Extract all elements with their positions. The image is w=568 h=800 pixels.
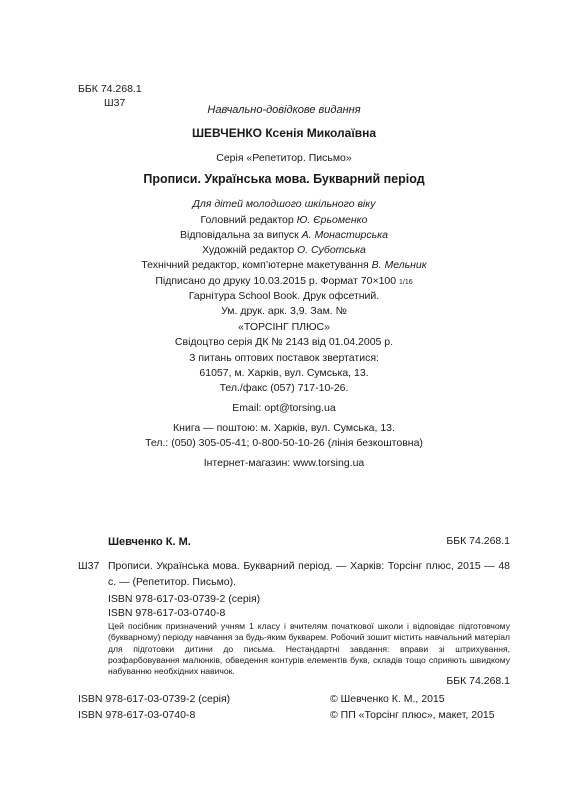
copyright-line: © ПП «Торсінг плюс», макет, 2015 bbox=[330, 709, 495, 721]
card-code: Ш37 bbox=[78, 560, 100, 572]
editor-role: Відповідальна за випуск bbox=[180, 229, 302, 241]
editor-line bbox=[0, 214, 568, 226]
editor-line bbox=[0, 229, 568, 241]
editor-name: В. Мельник bbox=[371, 259, 427, 271]
print-signed-text: Підписано до друку 10.03.2015 р. Формат 70×100 bbox=[155, 275, 400, 287]
wholesale-line: Тел./факс (057) 717-10-26. bbox=[219, 382, 349, 394]
card-isbn: ISBN 978-617-03-0739-2 (серія) bbox=[108, 593, 261, 605]
edition-type: Навчально-довідкове видання bbox=[207, 104, 361, 116]
mail-order-line: Тел.: (050) 305-05-41; 0-800-50-10-26 (лінія безкоштовна) bbox=[145, 437, 423, 449]
editor-name: А. Монастирська bbox=[301, 229, 388, 241]
publisher-cert: Свідоцтво серія ДК № 2143 від 01.04.2005 р. bbox=[174, 336, 394, 348]
footer-bbk: ББК 74.268.1 bbox=[446, 675, 510, 687]
book-title: Прописи. Українська мова. Букварний період bbox=[143, 172, 425, 186]
bbk-code: ББК 74.268.1 bbox=[78, 83, 142, 95]
editor-name: Ю. Єрьоменко bbox=[296, 214, 368, 226]
card-isbn-block bbox=[108, 592, 260, 620]
footer-isbn: ISBN 978-617-03-0739-2 (серія) bbox=[78, 693, 231, 705]
card-isbn: ISBN 978-617-03-0740-8 bbox=[108, 607, 226, 619]
publisher-name: «ТОРСІНГ ПЛЮС» bbox=[238, 321, 330, 333]
format-fraction: 1/16 bbox=[399, 279, 413, 286]
footer-isbn: ISBN 978-617-03-0740-8 bbox=[78, 709, 196, 721]
author-mark: Ш37 bbox=[104, 97, 126, 109]
wholesale-line: З питань оптових поставок звертатися: bbox=[189, 352, 379, 364]
series-name: Серія «Репетитор. Письмо» bbox=[216, 152, 352, 164]
editor-line bbox=[0, 244, 568, 256]
card-author: Шевченко К. М. bbox=[108, 536, 191, 548]
annotation: Цей посібник призначений учням 1 класу і вчителям початкової школи і відповідає підготовчому (букварному) періоду навчання за будь-яким букварем. Робочий зошит містить навчальний матеріал для підготовки дитини до письма. Нестандартні завдання: вправи зі штрихування, розфарбовування малюнків, обведення контурів елементів букв, складів тощо сприяють швидкому набуванню необхідних навичок. bbox=[108, 621, 510, 677]
copyright-line: © Шевченко К. М., 2015 bbox=[330, 693, 445, 705]
author-name: ШЕВЧЕНКО Ксенія Миколаївна bbox=[191, 126, 377, 140]
card-description: Прописи. Українська мова. Букварний період. — Харків: Торсінг плюс, 2015 — 48 с. — (Репетитор. Письмо). bbox=[108, 560, 510, 588]
wholesale-line: 61057, м. Харків, вул. Сумська, 13. bbox=[199, 367, 369, 379]
editor-name: О. Суботська bbox=[296, 244, 366, 256]
editor-line bbox=[0, 259, 568, 271]
editor-role: Технічний редактор, комп’ютерне макетування bbox=[141, 259, 372, 271]
footer-copyright-block bbox=[330, 691, 495, 723]
mail-order-line: Книга — поштою: м. Харків, вул. Сумська, 13. bbox=[173, 422, 395, 434]
print-sheets: Ум. друк. арк. 3,9. Зам. № bbox=[221, 305, 347, 317]
print-font: Гарнітура School Book. Друк офсетний. bbox=[188, 290, 380, 302]
editor-role: Головний редактор bbox=[200, 214, 297, 226]
email-line: Email: opt@torsing.ua bbox=[232, 402, 336, 414]
web-shop: Інтернет-магазин: www.torsing.ua bbox=[203, 457, 365, 469]
footer-isbn-block bbox=[78, 691, 230, 723]
audience: Для дітей молодшого шкільного віку bbox=[192, 198, 376, 210]
card-bbk: ББК 74.268.1 bbox=[446, 535, 510, 547]
editor-role: Художній редактор bbox=[202, 244, 297, 256]
print-signed bbox=[0, 275, 568, 287]
